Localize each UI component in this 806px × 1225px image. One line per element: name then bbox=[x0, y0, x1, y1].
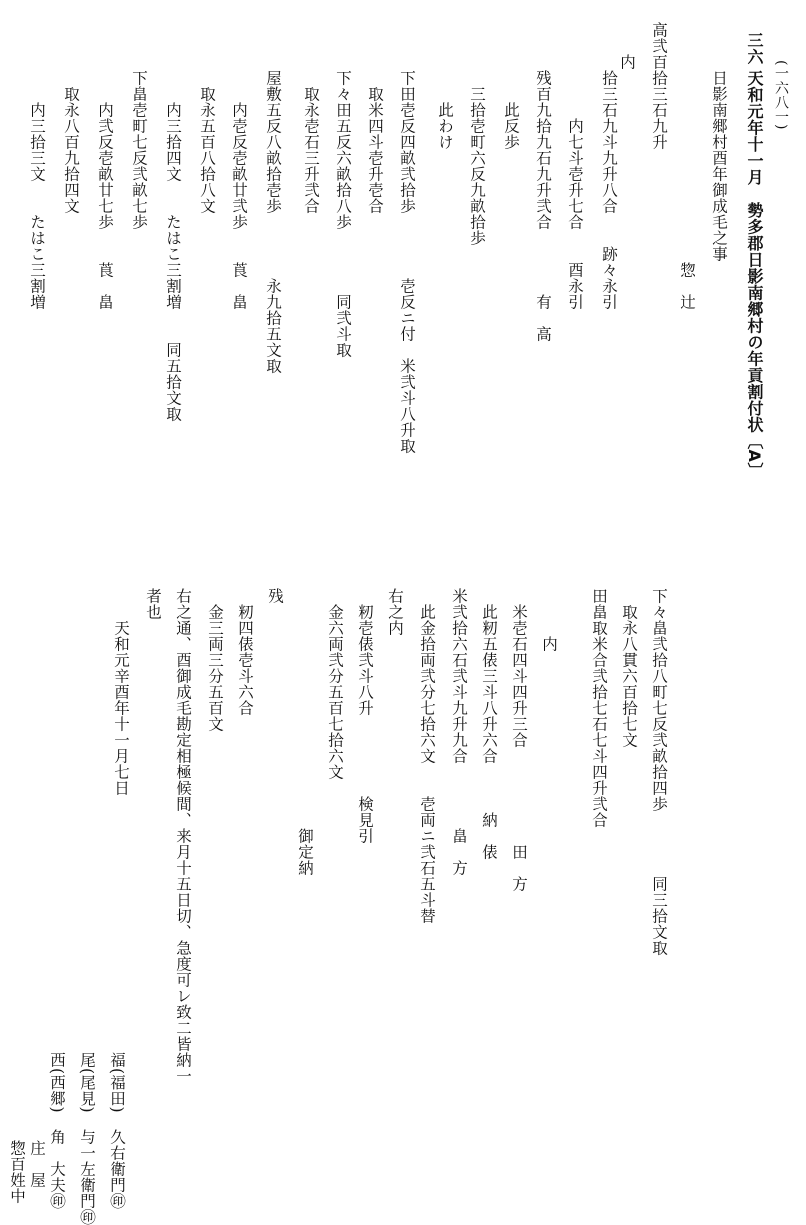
column-19: 下畠壱町七反弐畝七歩 bbox=[130, 70, 148, 230]
column-12: 取米四斗壱升壱合 bbox=[366, 70, 384, 214]
document-number: 三六 bbox=[745, 32, 764, 65]
column-35: 残 bbox=[266, 588, 284, 604]
column-10: 此わけ bbox=[436, 70, 454, 150]
column-20: 内弐反壱畝廿七歩 莨 畠 bbox=[96, 70, 114, 310]
column-24: 取永八貫六百拾七文 bbox=[620, 588, 638, 748]
column-37: 金三両三分五百文 bbox=[206, 588, 224, 732]
column-33: 金六両弐分五百七拾六文 bbox=[326, 588, 344, 780]
column-3: 高弐百拾三石九升 bbox=[650, 22, 668, 150]
column-18: 内三拾四文 たはこ三割増 同五拾文取 bbox=[164, 70, 182, 422]
column-16: 内壱反壱畝廿弐歩 莨 畠 bbox=[230, 70, 248, 310]
document-title: 天和元年十一月 勢多郡日影南郷村の年貢割付状〔A〕 bbox=[745, 70, 764, 479]
column-7: 残百九拾九石九升弐合 有 高 bbox=[534, 70, 552, 342]
column-32: 籾壱俵弐斗八升 検見引 bbox=[356, 588, 374, 844]
column-26: 内 bbox=[540, 588, 558, 652]
document-year: (一六八一) bbox=[773, 60, 789, 130]
column-28: 此籾五俵三斗八升六合 納 俵 bbox=[480, 588, 498, 860]
column-23: 下々畠弐拾八町七反弐畝拾四歩 同三拾文取 bbox=[650, 588, 668, 956]
column-13: 下々田五反六畝拾八歩 同弐斗取 bbox=[334, 70, 352, 358]
column-41: 福(福田) 久右衛門㊞ bbox=[108, 860, 126, 1210]
column-34: 御定納 bbox=[296, 588, 314, 876]
column-40: 天和元辛酉年十一月七日 bbox=[112, 588, 130, 796]
column-1: 日影南郷村酉年御成毛之事 bbox=[710, 70, 728, 262]
column-30: 此金拾両弐分七拾六文 壱両ニ弐石五斗替 bbox=[418, 588, 436, 924]
column-42: 尾(尾見) 与一左衛門㊞ bbox=[78, 860, 96, 1225]
column-31: 右之内 bbox=[386, 588, 404, 636]
column-36: 籾四俵壱斗六合 bbox=[236, 588, 254, 716]
column-38: 右之通、酉御成毛勘定相極候間、来月十五日切、急度可レ致二皆納一 bbox=[174, 588, 192, 1084]
column-25: 田畠取米合弐拾七石七斗四升弐合 bbox=[590, 588, 608, 828]
column-22: 内三拾三文 たはこ三割増 bbox=[28, 70, 46, 310]
column-17: 取永五百八拾八文 bbox=[198, 70, 216, 214]
column-21: 取永八百九拾四文 bbox=[62, 70, 80, 214]
column-43: 西(西郷) 角 大夫㊞ bbox=[48, 860, 66, 1210]
column-15: 屋敷五反八畝拾壱歩 永九拾五文取 bbox=[264, 70, 282, 374]
column-27: 米壱石四斗四升三合 田 方 bbox=[510, 588, 528, 892]
column-4: 内 bbox=[618, 22, 636, 70]
column-5: 拾三石九斗九升八合 跡々永引 bbox=[600, 70, 618, 310]
column-44: 庄 屋 bbox=[28, 900, 46, 1188]
column-9: 三拾壱町六反九畝拾歩 bbox=[468, 70, 486, 246]
column-6: 内七斗壱升七合 酉永引 bbox=[566, 70, 584, 310]
column-11: 下田壱反四畝弐拾歩 壱反ニ付 米弐斗八升取 bbox=[398, 70, 416, 454]
column-14: 取永壱石三升弐合 bbox=[302, 70, 320, 214]
column-39: 者也 bbox=[144, 588, 162, 620]
column-45: 惣百姓中 bbox=[8, 900, 26, 1204]
column-2: 惣 辻 bbox=[678, 70, 696, 310]
column-29: 米弐拾六石弐斗九升九合 畠 方 bbox=[450, 588, 468, 876]
column-8: 此反歩 bbox=[502, 70, 520, 150]
